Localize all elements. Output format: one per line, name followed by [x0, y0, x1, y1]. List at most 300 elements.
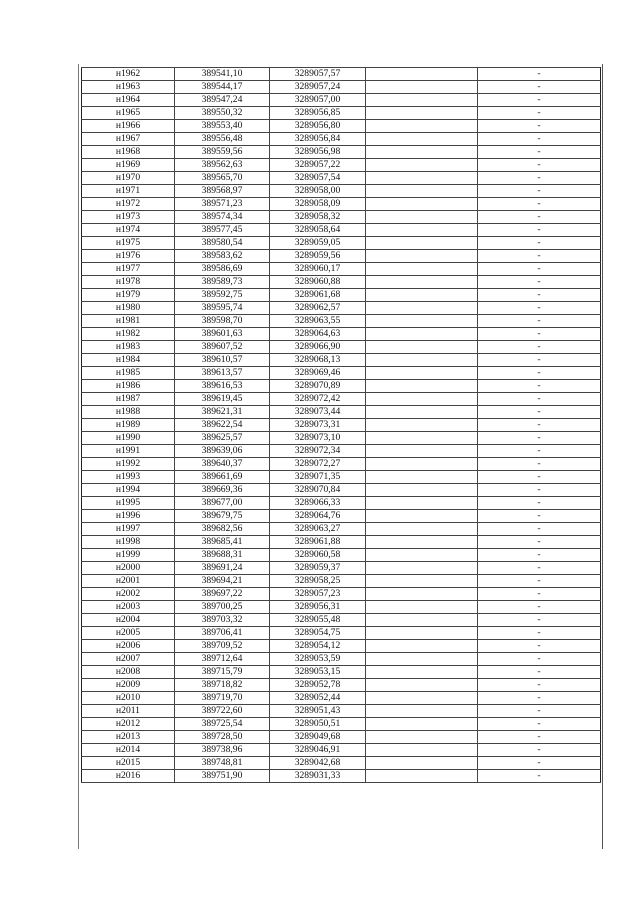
table-row [82, 757, 601, 770]
x-coordinate-cell: 389718,82 [175, 679, 270, 692]
table-row [82, 549, 601, 562]
blank-cell [366, 484, 478, 497]
blank-cell [366, 302, 478, 315]
point-id-cell: н1986 [82, 380, 175, 393]
dash-cell: - [478, 354, 601, 367]
blank-cell [366, 679, 478, 692]
x-coordinate-cell: 389586,69 [175, 263, 270, 276]
table-row [82, 523, 601, 536]
x-coordinate-cell: 389589,73 [175, 276, 270, 289]
point-id-cell: н2011 [82, 705, 175, 718]
point-id-cell: н1981 [82, 315, 175, 328]
blank-cell [366, 588, 478, 601]
blank-cell [366, 705, 478, 718]
point-id-cell: н1983 [82, 341, 175, 354]
dash-cell: - [478, 445, 601, 458]
page-left-border [78, 64, 79, 849]
blank-cell [366, 757, 478, 770]
table-row [82, 354, 601, 367]
y-coordinate-cell: 3289058,09 [270, 198, 366, 211]
y-coordinate-cell: 3289052,78 [270, 679, 366, 692]
dash-cell: - [478, 471, 601, 484]
dash-cell: - [478, 458, 601, 471]
blank-cell [366, 380, 478, 393]
dash-cell: - [478, 328, 601, 341]
x-coordinate-cell: 389694,21 [175, 575, 270, 588]
blank-cell [366, 601, 478, 614]
dash-cell: - [478, 679, 601, 692]
y-coordinate-cell: 3289042,68 [270, 757, 366, 770]
blank-cell [366, 653, 478, 666]
table-row [82, 770, 601, 783]
y-coordinate-cell: 3289070,84 [270, 484, 366, 497]
point-id-cell: н1999 [82, 549, 175, 562]
blank-cell [366, 367, 478, 380]
y-coordinate-cell: 3289064,63 [270, 328, 366, 341]
x-coordinate-cell: 389577,45 [175, 224, 270, 237]
y-coordinate-cell: 3289063,27 [270, 523, 366, 536]
y-coordinate-cell: 3289073,10 [270, 432, 366, 445]
x-coordinate-cell: 389571,23 [175, 198, 270, 211]
point-id-cell: н1984 [82, 354, 175, 367]
y-coordinate-cell: 3289058,64 [270, 224, 366, 237]
blank-cell [366, 315, 478, 328]
table-row [82, 484, 601, 497]
y-coordinate-cell: 3289073,31 [270, 419, 366, 432]
dash-cell: - [478, 757, 601, 770]
dash-cell: - [478, 185, 601, 198]
y-coordinate-cell: 3289057,22 [270, 159, 366, 172]
table-row [82, 731, 601, 744]
dash-cell: - [478, 250, 601, 263]
y-coordinate-cell: 3289053,15 [270, 666, 366, 679]
table-row [82, 627, 601, 640]
table-row [82, 250, 601, 263]
blank-cell [366, 627, 478, 640]
y-coordinate-cell: 3289058,32 [270, 211, 366, 224]
table-row [82, 328, 601, 341]
point-id-cell: н1987 [82, 393, 175, 406]
point-id-cell: н1966 [82, 120, 175, 133]
blank-cell [366, 744, 478, 757]
point-id-cell: н2009 [82, 679, 175, 692]
x-coordinate-cell: 389592,75 [175, 289, 270, 302]
point-id-cell: н2005 [82, 627, 175, 640]
x-coordinate-cell: 389703,32 [175, 614, 270, 627]
point-id-cell: н1991 [82, 445, 175, 458]
point-id-cell: н1971 [82, 185, 175, 198]
point-id-cell: н1989 [82, 419, 175, 432]
y-coordinate-cell: 3289057,24 [270, 81, 366, 94]
dash-cell: - [478, 406, 601, 419]
blank-cell [366, 406, 478, 419]
point-id-cell: н1988 [82, 406, 175, 419]
blank-cell [366, 471, 478, 484]
blank-cell [366, 692, 478, 705]
x-coordinate-cell: 389712,64 [175, 653, 270, 666]
blank-cell [366, 328, 478, 341]
x-coordinate-cell: 389583,62 [175, 250, 270, 263]
blank-cell [366, 146, 478, 159]
table-row [82, 276, 601, 289]
x-coordinate-cell: 389613,57 [175, 367, 270, 380]
dash-cell: - [478, 666, 601, 679]
page-right-border [602, 64, 603, 849]
x-coordinate-cell: 389619,45 [175, 393, 270, 406]
blank-cell [366, 68, 478, 81]
table-row [82, 471, 601, 484]
point-id-cell: н1969 [82, 159, 175, 172]
dash-cell: - [478, 68, 601, 81]
x-coordinate-cell: 389688,31 [175, 549, 270, 562]
y-coordinate-cell: 3289058,25 [270, 575, 366, 588]
dash-cell: - [478, 640, 601, 653]
blank-cell [366, 718, 478, 731]
y-coordinate-cell: 3289069,46 [270, 367, 366, 380]
x-coordinate-cell: 389640,37 [175, 458, 270, 471]
y-coordinate-cell: 3289056,98 [270, 146, 366, 159]
dash-cell: - [478, 614, 601, 627]
y-coordinate-cell: 3289073,44 [270, 406, 366, 419]
point-id-cell: н1974 [82, 224, 175, 237]
x-coordinate-cell: 389598,70 [175, 315, 270, 328]
blank-cell [366, 94, 478, 107]
dash-cell: - [478, 705, 601, 718]
dash-cell: - [478, 302, 601, 315]
dash-cell: - [478, 276, 601, 289]
x-coordinate-cell: 389607,52 [175, 341, 270, 354]
blank-cell [366, 536, 478, 549]
y-coordinate-cell: 3289062,57 [270, 302, 366, 315]
dash-cell: - [478, 432, 601, 445]
blank-cell [366, 354, 478, 367]
point-id-cell: н1965 [82, 107, 175, 120]
point-id-cell: н1968 [82, 146, 175, 159]
blank-cell [366, 523, 478, 536]
blank-cell [366, 81, 478, 94]
point-id-cell: н2015 [82, 757, 175, 770]
y-coordinate-cell: 3289056,85 [270, 107, 366, 120]
blank-cell [366, 211, 478, 224]
x-coordinate-cell: 389722,60 [175, 705, 270, 718]
table-row [82, 198, 601, 211]
x-coordinate-cell: 389682,56 [175, 523, 270, 536]
x-coordinate-cell: 389547,24 [175, 94, 270, 107]
y-coordinate-cell: 3289064,76 [270, 510, 366, 523]
blank-cell [366, 562, 478, 575]
point-id-cell: н1990 [82, 432, 175, 445]
x-coordinate-cell: 389610,57 [175, 354, 270, 367]
y-coordinate-cell: 3289068,13 [270, 354, 366, 367]
point-id-cell: н1985 [82, 367, 175, 380]
x-coordinate-cell: 389565,70 [175, 172, 270, 185]
y-coordinate-cell: 3289060,17 [270, 263, 366, 276]
point-id-cell: н2002 [82, 588, 175, 601]
blank-cell [366, 419, 478, 432]
dash-cell: - [478, 510, 601, 523]
table-row [82, 393, 601, 406]
blank-cell [366, 770, 478, 783]
y-coordinate-cell: 3289072,42 [270, 393, 366, 406]
point-id-cell: н1995 [82, 497, 175, 510]
y-coordinate-cell: 3289058,00 [270, 185, 366, 198]
table-row [82, 341, 601, 354]
point-id-cell: н2000 [82, 562, 175, 575]
blank-cell [366, 198, 478, 211]
table-row [82, 224, 601, 237]
y-coordinate-cell: 3289063,55 [270, 315, 366, 328]
point-id-cell: н1964 [82, 94, 175, 107]
point-id-cell: н1982 [82, 328, 175, 341]
table-row [82, 120, 601, 133]
y-coordinate-cell: 3289066,90 [270, 341, 366, 354]
dash-cell: - [478, 224, 601, 237]
blank-cell [366, 120, 478, 133]
table-row [82, 666, 601, 679]
dash-cell: - [478, 107, 601, 120]
table-row [82, 315, 601, 328]
x-coordinate-cell: 389550,32 [175, 107, 270, 120]
table-row [82, 614, 601, 627]
blank-cell [366, 289, 478, 302]
table-row [82, 133, 601, 146]
blank-cell [366, 224, 478, 237]
y-coordinate-cell: 3289056,31 [270, 601, 366, 614]
table-row [82, 159, 601, 172]
dash-cell: - [478, 367, 601, 380]
point-id-cell: н1993 [82, 471, 175, 484]
table-row [82, 211, 601, 224]
point-id-cell: н2008 [82, 666, 175, 679]
blank-cell [366, 432, 478, 445]
table-row [82, 445, 601, 458]
y-coordinate-cell: 3289060,58 [270, 549, 366, 562]
x-coordinate-cell: 389728,50 [175, 731, 270, 744]
dash-cell: - [478, 159, 601, 172]
table-row [82, 705, 601, 718]
table-row [82, 536, 601, 549]
table-row [82, 107, 601, 120]
y-coordinate-cell: 3289049,68 [270, 731, 366, 744]
blank-cell [366, 666, 478, 679]
dash-cell: - [478, 120, 601, 133]
y-coordinate-cell: 3289072,27 [270, 458, 366, 471]
y-coordinate-cell: 3289059,05 [270, 237, 366, 250]
x-coordinate-cell: 389709,52 [175, 640, 270, 653]
table-row [82, 367, 601, 380]
point-id-cell: н1978 [82, 276, 175, 289]
y-coordinate-cell: 3289061,68 [270, 289, 366, 302]
dash-cell: - [478, 133, 601, 146]
x-coordinate-cell: 389715,79 [175, 666, 270, 679]
blank-cell [366, 458, 478, 471]
point-id-cell: н1973 [82, 211, 175, 224]
y-coordinate-cell: 3289046,91 [270, 744, 366, 757]
dash-cell: - [478, 718, 601, 731]
y-coordinate-cell: 3289057,54 [270, 172, 366, 185]
x-coordinate-cell: 389622,54 [175, 419, 270, 432]
y-coordinate-cell: 3289054,75 [270, 627, 366, 640]
dash-cell: - [478, 289, 601, 302]
point-id-cell: н1997 [82, 523, 175, 536]
x-coordinate-cell: 389616,53 [175, 380, 270, 393]
x-coordinate-cell: 389751,90 [175, 770, 270, 783]
dash-cell: - [478, 601, 601, 614]
blank-cell [366, 614, 478, 627]
table-row [82, 588, 601, 601]
blank-cell [366, 172, 478, 185]
y-coordinate-cell: 3289066,33 [270, 497, 366, 510]
dash-cell: - [478, 692, 601, 705]
point-id-cell: н1976 [82, 250, 175, 263]
blank-cell [366, 276, 478, 289]
table-row [82, 510, 601, 523]
point-id-cell: н1980 [82, 302, 175, 315]
point-id-cell: н2010 [82, 692, 175, 705]
blank-cell [366, 185, 478, 198]
y-coordinate-cell: 3289056,84 [270, 133, 366, 146]
x-coordinate-cell: 389639,06 [175, 445, 270, 458]
x-coordinate-cell: 389568,97 [175, 185, 270, 198]
x-coordinate-cell: 389725,54 [175, 718, 270, 731]
dash-cell: - [478, 263, 601, 276]
point-id-cell: н1975 [82, 237, 175, 250]
table-row [82, 653, 601, 666]
coordinates-table [81, 67, 601, 783]
dash-cell: - [478, 744, 601, 757]
x-coordinate-cell: 389691,24 [175, 562, 270, 575]
blank-cell [366, 510, 478, 523]
dash-cell: - [478, 198, 601, 211]
point-id-cell: н1967 [82, 133, 175, 146]
blank-cell [366, 159, 478, 172]
y-coordinate-cell: 3289070,89 [270, 380, 366, 393]
point-id-cell: н1979 [82, 289, 175, 302]
dash-cell: - [478, 211, 601, 224]
table-row [82, 575, 601, 588]
table-row [82, 146, 601, 159]
dash-cell: - [478, 549, 601, 562]
y-coordinate-cell: 3289057,57 [270, 68, 366, 81]
dash-cell: - [478, 523, 601, 536]
table-row [82, 185, 601, 198]
table-row [82, 744, 601, 757]
point-id-cell: н2004 [82, 614, 175, 627]
table-row [82, 419, 601, 432]
point-id-cell: н2016 [82, 770, 175, 783]
x-coordinate-cell: 389719,70 [175, 692, 270, 705]
blank-cell [366, 497, 478, 510]
y-coordinate-cell: 3289050,51 [270, 718, 366, 731]
x-coordinate-cell: 389625,57 [175, 432, 270, 445]
blank-cell [366, 107, 478, 120]
dash-cell: - [478, 627, 601, 640]
y-coordinate-cell: 3289055,48 [270, 614, 366, 627]
point-id-cell: н2014 [82, 744, 175, 757]
blank-cell [366, 263, 478, 276]
x-coordinate-cell: 389621,31 [175, 406, 270, 419]
table-row [82, 497, 601, 510]
point-id-cell: н2001 [82, 575, 175, 588]
dash-cell: - [478, 380, 601, 393]
x-coordinate-cell: 389697,22 [175, 588, 270, 601]
x-coordinate-cell: 389553,40 [175, 120, 270, 133]
x-coordinate-cell: 389661,69 [175, 471, 270, 484]
dash-cell: - [478, 94, 601, 107]
dash-cell: - [478, 393, 601, 406]
table-row [82, 562, 601, 575]
table-row [82, 718, 601, 731]
table-row [82, 640, 601, 653]
y-coordinate-cell: 3289057,00 [270, 94, 366, 107]
blank-cell [366, 133, 478, 146]
blank-cell [366, 250, 478, 263]
point-id-cell: н1992 [82, 458, 175, 471]
x-coordinate-cell: 389677,00 [175, 497, 270, 510]
point-id-cell: н1970 [82, 172, 175, 185]
point-id-cell: н1972 [82, 198, 175, 211]
y-coordinate-cell: 3289057,23 [270, 588, 366, 601]
blank-cell [366, 341, 478, 354]
x-coordinate-cell: 389738,96 [175, 744, 270, 757]
x-coordinate-cell: 389556,48 [175, 133, 270, 146]
x-coordinate-cell: 389748,81 [175, 757, 270, 770]
dash-cell: - [478, 81, 601, 94]
table-row [82, 289, 601, 302]
blank-cell [366, 575, 478, 588]
dash-cell: - [478, 341, 601, 354]
y-coordinate-cell: 3289051,43 [270, 705, 366, 718]
x-coordinate-cell: 389580,54 [175, 237, 270, 250]
point-id-cell: н1994 [82, 484, 175, 497]
blank-cell [366, 237, 478, 250]
dash-cell: - [478, 588, 601, 601]
x-coordinate-cell: 389685,41 [175, 536, 270, 549]
dash-cell: - [478, 146, 601, 159]
dash-cell: - [478, 731, 601, 744]
point-id-cell: н2007 [82, 653, 175, 666]
x-coordinate-cell: 389706,41 [175, 627, 270, 640]
y-coordinate-cell: 3289059,56 [270, 250, 366, 263]
dash-cell: - [478, 653, 601, 666]
table-row [82, 94, 601, 107]
point-id-cell: н1998 [82, 536, 175, 549]
y-coordinate-cell: 3289031,33 [270, 770, 366, 783]
x-coordinate-cell: 389541,10 [175, 68, 270, 81]
dash-cell: - [478, 497, 601, 510]
point-id-cell: н2012 [82, 718, 175, 731]
blank-cell [366, 549, 478, 562]
point-id-cell: н2006 [82, 640, 175, 653]
table-row [82, 380, 601, 393]
table-row [82, 601, 601, 614]
dash-cell: - [478, 536, 601, 549]
blank-cell [366, 731, 478, 744]
dash-cell: - [478, 172, 601, 185]
x-coordinate-cell: 389544,17 [175, 81, 270, 94]
table-row [82, 172, 601, 185]
blank-cell [366, 393, 478, 406]
dash-cell: - [478, 419, 601, 432]
y-coordinate-cell: 3289072,34 [270, 445, 366, 458]
y-coordinate-cell: 3289059,37 [270, 562, 366, 575]
blank-cell [366, 445, 478, 458]
dash-cell: - [478, 484, 601, 497]
blank-cell [366, 640, 478, 653]
y-coordinate-cell: 3289052,44 [270, 692, 366, 705]
coordinates-table-body [82, 68, 601, 783]
point-id-cell: н1977 [82, 263, 175, 276]
